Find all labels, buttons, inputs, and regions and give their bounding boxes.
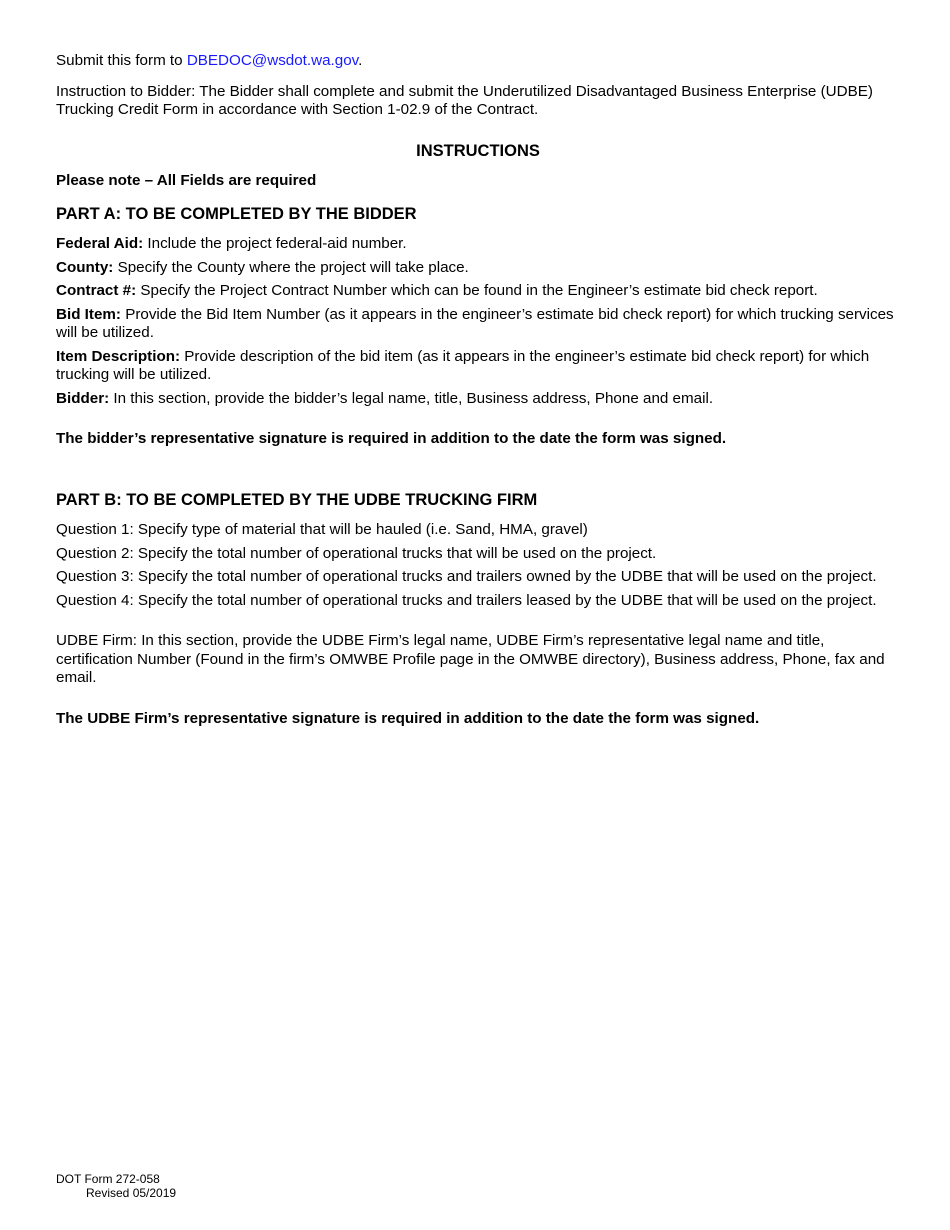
field-label: Federal Aid: — [56, 235, 144, 252]
field-description: In this section, provide the bidder’s legal name, title, Business address, Phone and email. — [109, 389, 714, 407]
field-description: Specify the Project Contract Number which can be found in the Engineer’s estimate bid check report. — [136, 282, 818, 299]
field-label: Bidder: — [56, 389, 110, 407]
field-label: Item Description: — [56, 347, 181, 365]
submit-prefix: Submit this form to — [56, 52, 187, 69]
field-bid-item — [56, 306, 900, 343]
submit-email-link[interactable]: DBEDOC@wsdot.wa.gov — [186, 52, 359, 69]
bidder-instruction-paragraph: Instruction to Bidder: The Bidder shall complete and submit the Underutilized Disadvantaged Business Enterprise (UDBE) Trucking Credit Form in accordance with Section 1-02.9 of the Contract. — [56, 82, 873, 118]
question-3: Question 3: Specify the total number of operational trucks and trailers owned by the UDBE that will be used on the project. — [56, 568, 877, 585]
bidder-signature-note: The bidder’s representative signature is required in addition to the date the form was signed. — [56, 430, 727, 447]
field-description: Specify the County where the project will take place. — [113, 258, 469, 276]
udbe-firm-instruction: UDBE Firm: In this section, provide the UDBE Firm’s legal name, UDBE Firm’s representative legal name and title, certification Number (Found in the firm’s OMWBE Profile page in the OMWBE directory), Business address, Phone, fax and email. — [56, 632, 885, 686]
field-description: Provide the Bid Item Number (as it appears in the engineer’s estimate bid check report) for which trucking services will be utilized. — [56, 305, 894, 341]
part-b-question-list — [56, 521, 900, 610]
submit-suffix: . — [358, 52, 363, 69]
question-1: Question 1: Specify type of material that will be hauled (i.e. Sand, HMA, gravel) — [56, 521, 588, 538]
field-label: Bid Item: — [56, 305, 121, 323]
field-county — [56, 259, 900, 278]
submit-instruction — [56, 52, 900, 71]
document-page — [56, 52, 900, 728]
question-4: Question 4: Specify the total number of operational trucks and trailers leased by the UDBE that will be used on the project. — [56, 591, 877, 609]
question-2: Question 2: Specify the total number of operational trucks that will be used on the project. — [56, 544, 657, 562]
part-a-field-list — [56, 235, 900, 408]
field-item-description — [56, 348, 900, 385]
part-b-heading: PART B: TO BE COMPLETED BY THE UDBE TRUCKING FIRM — [56, 490, 538, 509]
field-bidder — [56, 390, 900, 409]
instructions-title: INSTRUCTIONS — [416, 141, 540, 160]
udbe-signature-note: The UDBE Firm’s representative signature is required in addition to the date the form was signed. — [56, 709, 760, 727]
form-number: DOT Form 272-058 — [56, 1172, 160, 1186]
field-label: Contract #: — [56, 282, 137, 299]
part-a-heading: PART A: TO BE COMPLETED BY THE BIDDER — [56, 204, 417, 223]
field-description: Provide description of the bid item (as it appears in the engineer’s estimate bid check report) for which trucking will be utilized. — [56, 347, 870, 383]
required-fields-note: Please note – All Fields are required — [56, 172, 317, 189]
field-contract-number — [56, 282, 900, 301]
field-federal-aid — [56, 235, 900, 254]
field-label: County: — [56, 258, 114, 276]
revision-date: Revised 05/2019 — [86, 1186, 177, 1200]
field-description: Include the project federal-aid number. — [143, 235, 407, 252]
form-footer — [56, 1172, 176, 1200]
